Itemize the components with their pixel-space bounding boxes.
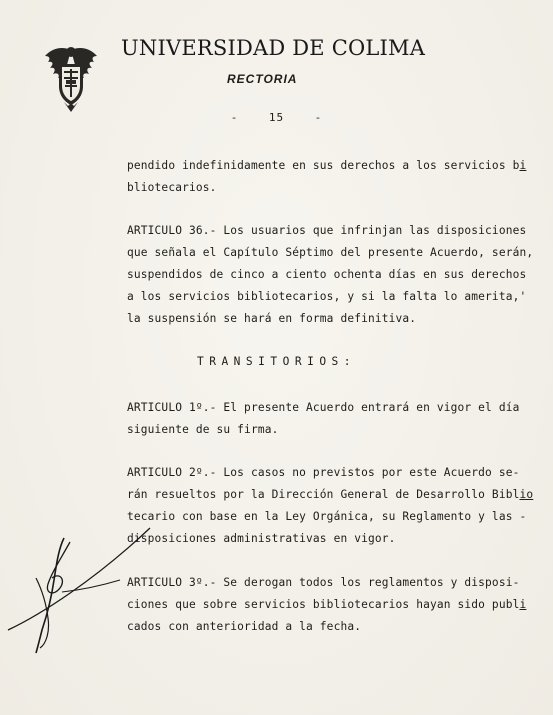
article-2-line: ARTICULO 2º.- Los casos no previstos por este Acuerdo se-	[127, 466, 520, 479]
page-number: - 15 -	[230, 111, 323, 124]
article-36-line: a los servicios bibliotecarios, y si la falta lo amerita,'	[127, 290, 527, 303]
article-3-line: cados con anterioridad a la fecha.	[127, 620, 362, 633]
article-36-line: la suspensión se hará en forma definitiva.	[127, 312, 417, 325]
article-3-line: ciones que sobre servicios bibliotecarios hayan sido publi	[127, 598, 527, 611]
transitorios-heading: TRANSITORIOS:	[196, 355, 357, 368]
university-name: UNIVERSIDAD DE COLIMA	[121, 36, 426, 60]
text-line: bliotecarios.	[127, 181, 217, 194]
text-line: pendido indefinidamente en sus derechos a los servicios bi	[127, 159, 527, 172]
article-2-line: rán resueltos por la Dirección General de Desarrollo Biblio	[127, 488, 534, 501]
article-36-line: que señala el Capítulo Séptimo del presente Acuerdo, serán,	[127, 246, 534, 259]
article-2-line: tecario con base en la Ley Orgánica, su Reglamento y las -	[127, 510, 527, 523]
article-1-line: ARTICULO 1º.- El presente Acuerdo entrará en vigor el día	[127, 401, 520, 414]
university-seal-icon	[42, 42, 100, 114]
article-3-line: ARTICULO 3º.- Se derogan todos los reglamentos y disposi-	[127, 576, 520, 589]
article-36-line: ARTICULO 36.- Los usuarios que infrinjan las disposiciones	[127, 224, 527, 237]
article-36-line: suspendidos de cinco a ciento ochenta días en sus derechos	[127, 268, 527, 281]
article-1-line: siguiente de su firma.	[127, 423, 279, 436]
signature	[0, 520, 160, 660]
office-title: RECTORIA	[227, 72, 298, 86]
article-2-line: disposiciones administrativas en vigor.	[127, 532, 396, 545]
